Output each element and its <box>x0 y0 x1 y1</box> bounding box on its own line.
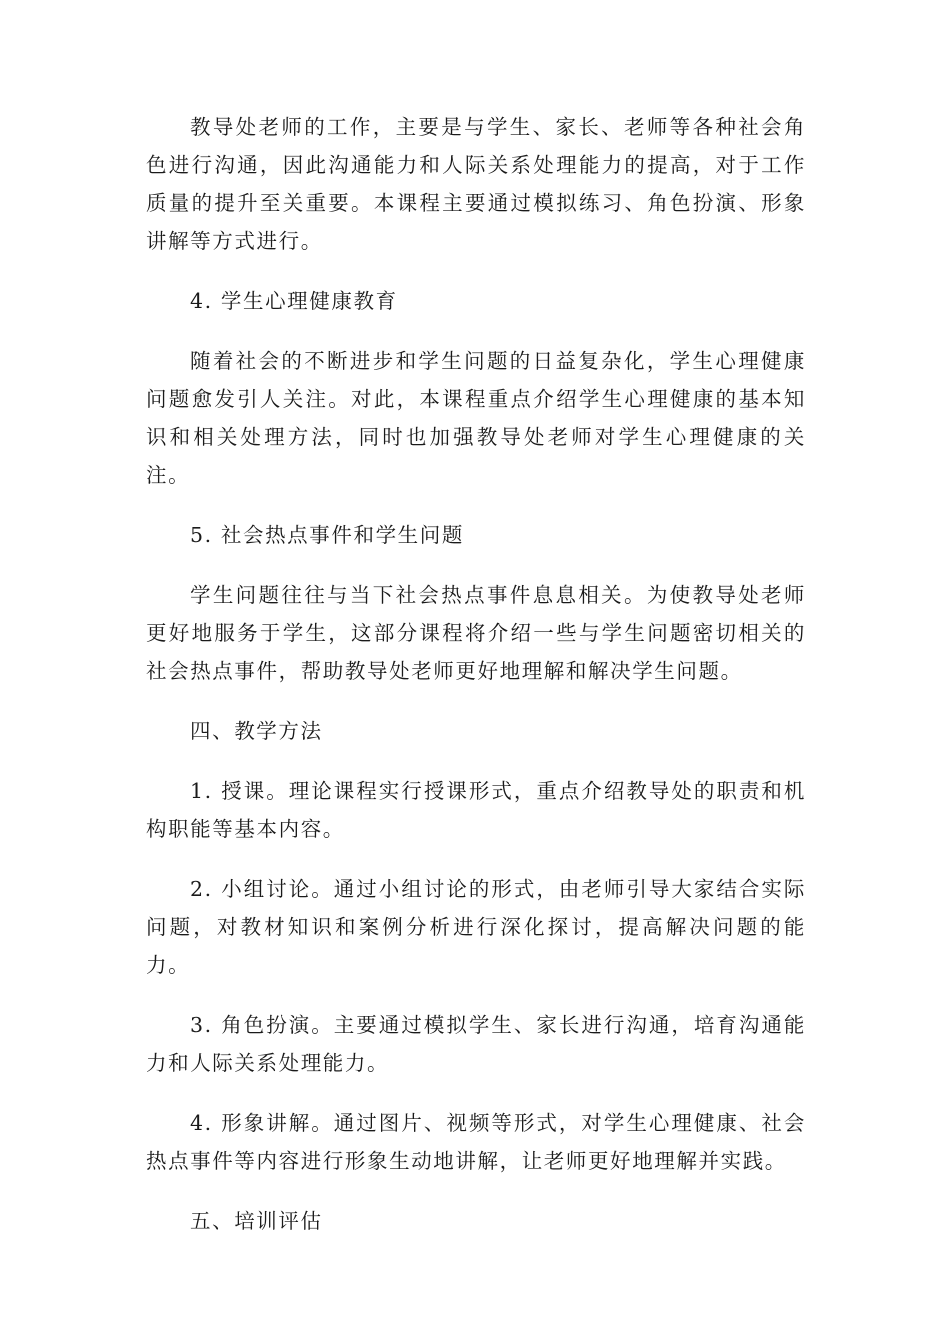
heading-training-evaluation: 五、培训评估 <box>190 1209 323 1233</box>
heading-student-mental-health: 4. 学生心理健康教育 <box>190 289 398 313</box>
document-body <box>146 108 806 1262</box>
paragraph-method-group-discussion: 2. 小组讨论。通过小组讨论的形式，由老师引导大家结合实际问题，对教材知识和案例分析进行深化探讨，提高解决问题的能力。 <box>146 877 806 977</box>
paragraph-method-lecture: 1. 授课。理论课程实行授课形式，重点介绍教导处的职责和机构职能等基本内容。 <box>146 779 806 841</box>
paragraph-method-visual-explanation: 4. 形象讲解。通过图片、视频等形式，对学生心理健康、社会热点事件等内容进行形象生动地讲解，让老师更好地理解并实践。 <box>146 1111 806 1173</box>
heading-social-hot-events: 5. 社会热点事件和学生问题 <box>190 523 464 547</box>
paragraph-communication-skills: 教导处老师的工作，主要是与学生、家长、老师等各种社会角色进行沟通，因此沟通能力和人际关系处理能力的提高，对于工作质量的提升至关重要。本课程主要通过模拟练习、角色扮演、形象讲解等方式进行。 <box>146 115 806 253</box>
paragraph-student-mental-health: 随着社会的不断进步和学生问题的日益复杂化，学生心理健康问题愈发引人关注。对此，本课程重点介绍学生心理健康的基本知识和相关处理方法，同时也加强教导处老师对学生心理健康的关注。 <box>146 349 806 487</box>
paragraph-social-hot-events: 学生问题往往与当下社会热点事件息息相关。为使教导处老师更好地服务于学生，这部分课程将介绍一些与学生问题密切相关的社会热点事件，帮助教导处老师更好地理解和解决学生问题。 <box>146 583 806 683</box>
paragraph-method-role-play: 3. 角色扮演。主要通过模拟学生、家长进行沟通，培育沟通能力和人际关系处理能力。 <box>146 1013 806 1075</box>
heading-teaching-methods: 四、教学方法 <box>190 719 323 743</box>
